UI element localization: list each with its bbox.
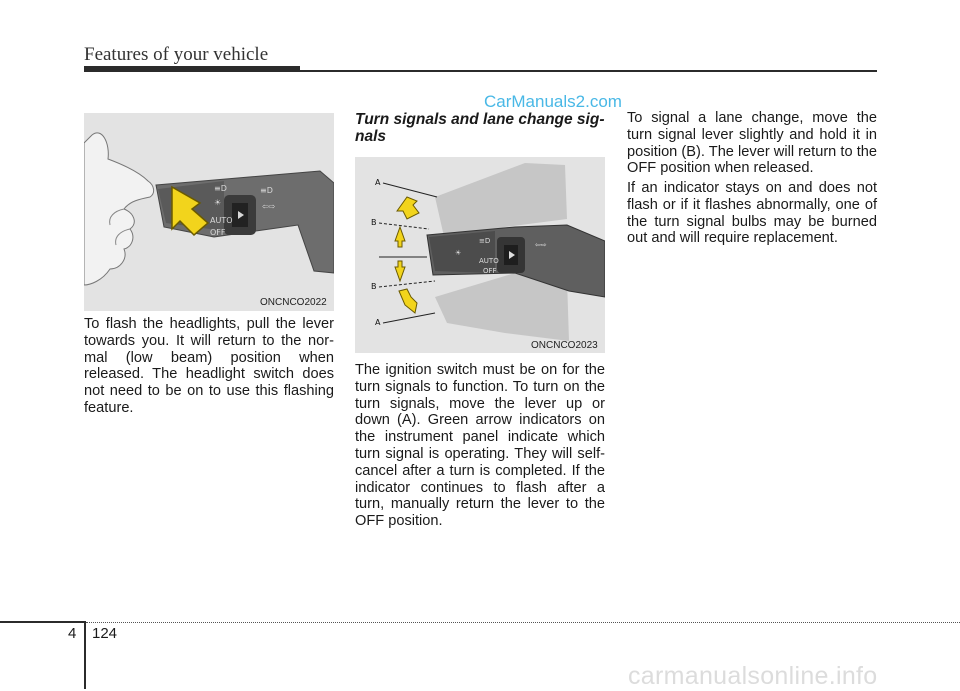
footer-bar <box>0 621 84 623</box>
svg-text:⇦⇨: ⇦⇨ <box>535 241 547 249</box>
footer-dotted-rule <box>86 622 960 623</box>
lever-off-text: OFF <box>483 267 497 275</box>
svg-text:☀: ☀ <box>214 198 222 207</box>
lever-auto-text: AUTO <box>479 257 499 265</box>
site-watermark: carmanualsonline.info <box>628 662 878 690</box>
header-bar <box>84 66 300 72</box>
svg-text:⇦⇨: ⇦⇨ <box>262 202 276 211</box>
turn-signal-paragraph: The ignition switch must be on for the turn signals to function. To turn on the turn signals, move the lever up or down (A). Green arrow indicators on the instrument panel indicate which turn signal is operating. They will self-cancel after a turn is completed. If the indicator continues to flash after a turn, manually return the lever to the OFF position. <box>355 362 605 530</box>
chapter-number: 4 <box>68 625 77 642</box>
footer-divider <box>84 621 86 689</box>
headlight-flash-illustration <box>84 113 334 311</box>
figure-label: ONCNCO2022 <box>260 297 327 308</box>
watermark-text: CarManuals2.com <box>484 92 622 111</box>
svg-text:☀: ☀ <box>455 249 462 257</box>
figure-label: ONCNCO2023 <box>531 340 598 351</box>
headlight-flash-figure <box>84 113 334 311</box>
lever-auto-text: AUTO <box>210 216 233 225</box>
lane-change-paragraph: To signal a lane change, move the turn signal lever slightly and hold it in position (B). The lever will return to the OFF position when released. <box>627 110 877 177</box>
turn-signal-illustration <box>355 157 605 353</box>
header-rule <box>300 70 877 72</box>
callout-b-bottom: B <box>371 282 377 291</box>
page-header-title: Features of your vehicle <box>84 44 269 65</box>
callout-a-bottom: A <box>375 318 381 327</box>
callout-a-top: A <box>375 178 381 187</box>
turn-signal-figure <box>355 157 605 353</box>
page-number: 124 <box>92 625 118 642</box>
svg-text:≡D: ≡D <box>479 237 491 245</box>
headlight-flash-paragraph: To flash the headlights, pull the lever towards you. It will return to the nor-mal (low beam) position when released. The headlight switch does not need to be on to use this flashing feature. <box>84 316 334 416</box>
bulb-replacement-paragraph: If an indicator stays on and does not flash or if it flashes abnormally, one of the turn signal bulbs may be burned out and will require replacement. <box>627 180 877 247</box>
svg-text:≡D: ≡D <box>260 186 273 195</box>
section-heading: Turn signals and lane change sig-nals <box>355 111 605 145</box>
lever-off-text: OFF <box>210 228 226 237</box>
callout-b-top: B <box>371 218 377 227</box>
svg-text:≡D: ≡D <box>214 184 227 193</box>
